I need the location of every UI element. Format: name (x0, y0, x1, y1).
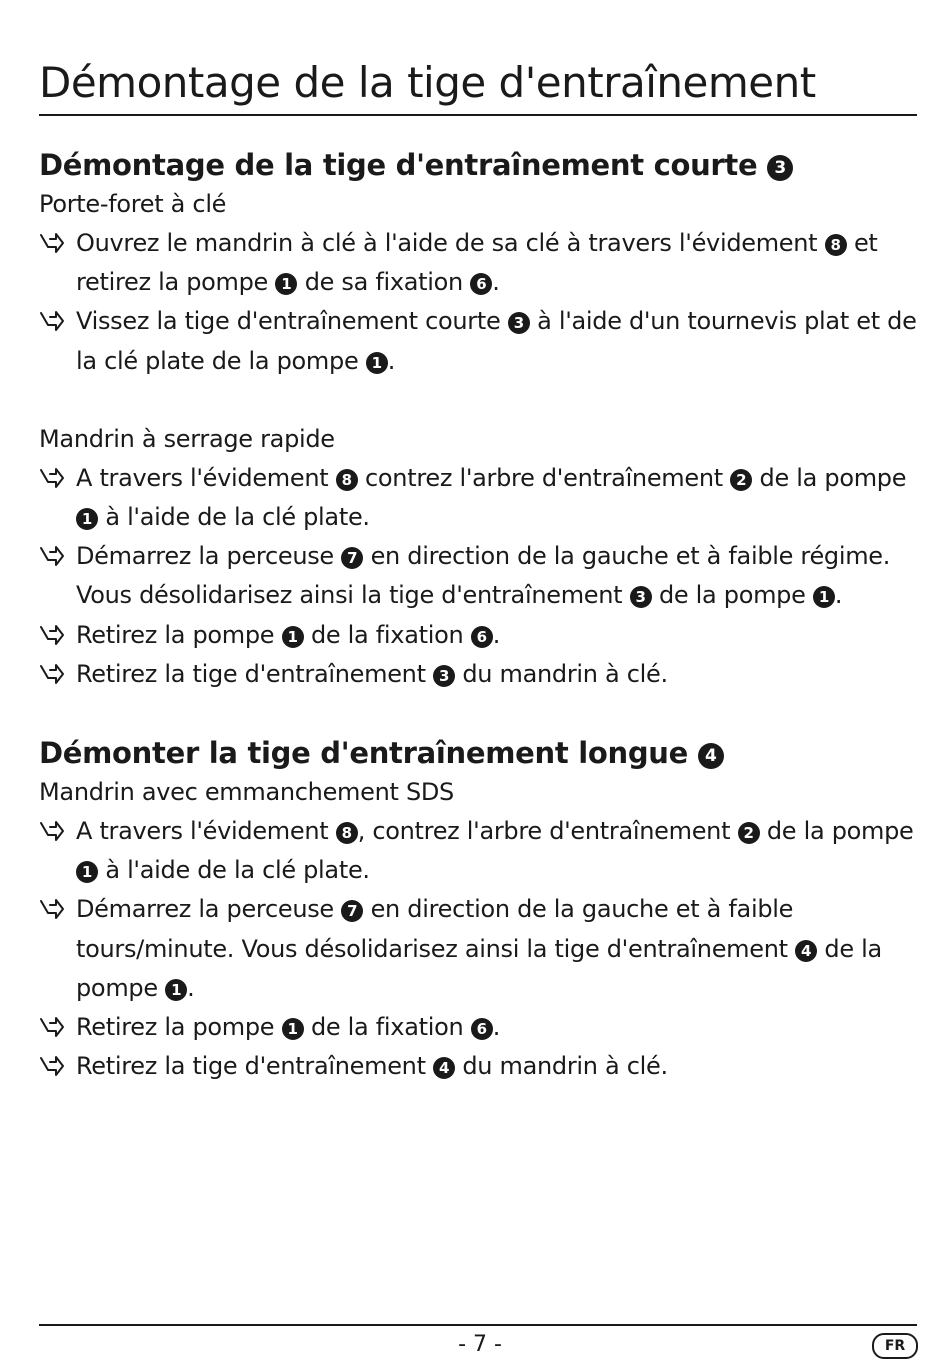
part-number-badge: 4 (433, 1057, 455, 1079)
part-number-badge: 8 (336, 822, 358, 844)
part-number-badge: 2 (730, 469, 752, 491)
step-text: . (492, 620, 501, 649)
section-short-shaft (39, 145, 917, 694)
part-number-badge: 2 (738, 822, 760, 844)
step-text: et retirez la pompe (76, 229, 878, 297)
step-text: de la pompe (76, 934, 882, 1002)
part-number-badge: 1 (76, 508, 98, 530)
instruction-step (39, 616, 917, 655)
instruction-step (39, 1008, 917, 1047)
steps-list (39, 224, 917, 381)
step-text: Retirez la pompe (76, 1013, 282, 1042)
part-number-badge: 6 (471, 1018, 493, 1040)
instruction-step (39, 537, 917, 615)
part-number-badge: 7 (341, 900, 363, 922)
step-text: Démarrez la perceuse (76, 895, 342, 924)
instruction-step (39, 890, 917, 1008)
part-number-badge: 1 (275, 273, 297, 295)
step-text: à l'aide d'un tournevis plat et de la clé plate de la pompe (76, 307, 917, 375)
arrow-right-icon (39, 663, 65, 685)
arrow-right-icon (39, 467, 65, 489)
spacer (39, 381, 917, 420)
part-number-badge: 1 (165, 979, 187, 1001)
instruction-step (39, 224, 917, 302)
subheading-keyed-chuck: Porte-foret à clé (39, 190, 227, 218)
title-divider (39, 114, 917, 116)
step-text: . (492, 268, 500, 297)
step-text: de la fixation (303, 1013, 471, 1042)
instruction-step (39, 655, 917, 694)
part-number-badge: 6 (471, 626, 493, 648)
step-text: A travers l'évidement (76, 817, 336, 845)
section-title (39, 145, 917, 185)
part-number-badge: 8 (336, 469, 358, 491)
step-text: de sa fixation (297, 268, 471, 297)
footer-divider (39, 1324, 917, 1326)
step-text: . (387, 346, 396, 375)
step-text: à l'aide de la clé plate. (98, 503, 370, 532)
step-text: de la pompe (759, 817, 914, 845)
page-title: Démontage de la tige d'entraînement (39, 58, 816, 107)
step-text: Retirez la tige d'entraînement (76, 1052, 434, 1081)
step-text: , contrez l'arbre d'entraînement (357, 817, 738, 845)
step-text: contrez l'arbre d'entraînement (357, 463, 731, 492)
part-number-badge: 1 (282, 1018, 304, 1040)
arrow-right-icon (39, 310, 65, 332)
instruction-step (39, 812, 917, 890)
arrow-right-icon (39, 1016, 65, 1038)
part-number-badge: 3 (630, 586, 652, 608)
part-number-badge: 1 (282, 626, 304, 648)
page-number: - 7 - (458, 1332, 502, 1357)
step-text: Retirez la pompe (76, 620, 282, 649)
instruction-step (39, 302, 917, 380)
part-number-badge: 1 (76, 861, 98, 883)
step-text: Retirez la tige d'entraînement (76, 659, 434, 688)
part-number-badge: 8 (825, 234, 847, 256)
step-text: Vissez la tige d'entraînement courte (76, 307, 508, 336)
instruction-step (39, 459, 917, 537)
arrow-right-icon (39, 1055, 65, 1077)
part-number-badge: 3 (767, 155, 793, 181)
part-number-badge: 4 (795, 940, 817, 962)
arrow-right-icon (39, 820, 65, 842)
step-text: . (492, 1013, 501, 1042)
section-long-shaft (39, 733, 917, 1086)
subheading-quick-chuck: Mandrin à serrage rapide (39, 424, 335, 453)
step-text: en direction de la gauche et à faible régime. Vous désolidarisez ainsi la tige d'entraînement (76, 542, 891, 610)
section-title (39, 733, 917, 773)
step-text: de la pompe (651, 581, 813, 610)
step-text: . (187, 973, 195, 1002)
steps-list (39, 459, 917, 694)
step-text: de la fixation (303, 620, 471, 649)
arrow-right-icon (39, 232, 65, 254)
section-title-text: Démonter la tige d'entraînement longue (39, 736, 689, 770)
section-title-text: Démontage de la tige d'entraînement courte (39, 148, 758, 182)
language-badge: FR (872, 1333, 918, 1359)
step-text: A travers l'évidement (76, 463, 336, 492)
part-number-badge: 1 (366, 352, 388, 374)
arrow-right-icon (39, 898, 65, 920)
steps-list (39, 812, 917, 1086)
part-number-badge: 1 (813, 586, 835, 608)
step-text: de la pompe (752, 463, 907, 492)
step-text: Démarrez la perceuse (76, 542, 342, 571)
step-text: en direction de la gauche et à faible tours/minute. Vous désolidarisez ainsi la tige d'entraînement (76, 895, 796, 963)
step-text: Ouvrez le mandrin à clé à l'aide de sa clé à travers l'évidement (76, 229, 825, 257)
arrow-right-icon (39, 624, 65, 646)
arrow-right-icon (39, 545, 65, 567)
part-number-badge: 6 (470, 273, 492, 295)
step-text: . (834, 581, 843, 610)
step-text: du mandrin à clé. (455, 1052, 668, 1081)
part-number-badge: 7 (341, 547, 363, 569)
part-number-badge: 4 (698, 743, 724, 769)
part-number-badge: 3 (433, 665, 455, 687)
instruction-step (39, 1047, 917, 1086)
step-text: du mandrin à clé. (455, 659, 668, 688)
subheading-sds-chuck: Mandrin avec emmanchement SDS (39, 778, 454, 806)
part-number-badge: 3 (508, 312, 530, 334)
step-text: à l'aide de la clé plate. (98, 856, 370, 885)
